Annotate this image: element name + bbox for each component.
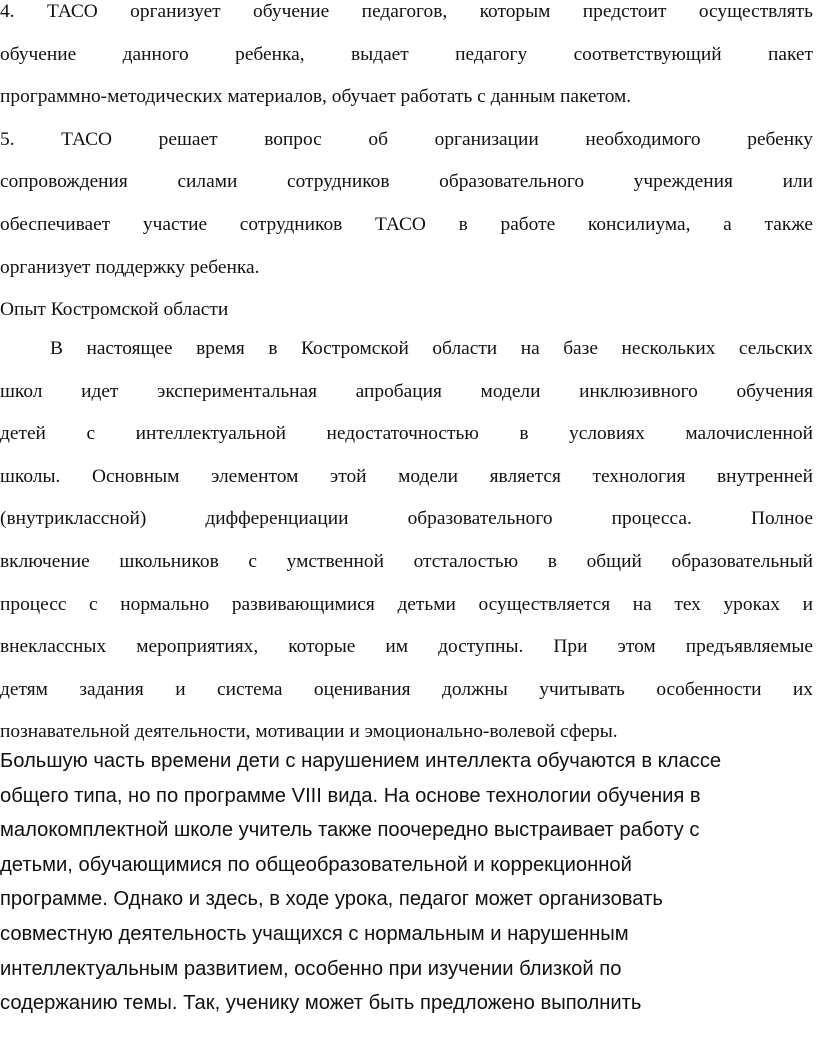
text-line: процесс с нормально развивающимися детьми осуществляется на тех уроках и [0,593,813,615]
text-line: детей с интеллектуальной недостаточностью в условиях малочисленной [0,423,813,445]
text-line: интеллектуальным развитием, особенно при изучении близкой по [0,957,622,980]
list-section [0,0,813,332]
text-line: обучение данного ребенка, выдает педагогу соответствующий пакет [0,43,813,65]
text-line: общего типа, но по программе VIII вида. На основе технологии обучения в [0,784,701,807]
section-heading: Опыт Костромской области [0,299,229,321]
text-line: обеспечивает участие сотрудников ТАСО в работе консилиума, а также [0,213,813,235]
text-line: В настоящее время в Костромской области на базе нескольких сельских [50,338,813,359]
text-line: включение школьников с умственной отсталостью в общий образовательный [0,550,813,572]
text-line: познавательной деятельности, мотивации и эмоционально-волевой сферы. [0,721,618,743]
text-line: детям задания и система оценивания должны учитывать особенности их [0,678,813,700]
text-line: детьми, обучающимися по общеобразовательной и коррекционной [0,853,632,876]
text-line: 4. ТАСО организует обучение педагогов, которым предстоит осуществлять [0,1,813,22]
text-line: школы. Основным элементом этой модели является технология внутренней [0,465,813,487]
sans-paragraph [0,744,800,1021]
text-line: (внутриклассной) дифференциации образовательного процесса. Полное [0,508,813,530]
text-line: совместную деятельность учащихся с нормальным и нарушенным [0,922,629,945]
text-line: организует поддержку ребенка. [0,256,260,278]
text-line: внеклассных мероприятиях, которые им доступны. При этом предъявляемые [0,636,813,658]
text-line: 5. ТАСО решает вопрос об организации необходимого ребенку [0,128,813,150]
text-line: содержанию темы. Так, ученику может быть предложено выполнить [0,992,642,1015]
text-line: малокомплектной школе учитель также поочередно выстраивает работу с [0,819,700,842]
text-line: программе. Однако и здесь, в ходе урока, педагог может организовать [0,888,663,911]
text-line: сопровождения силами сотрудников образовательного учреждения или [0,171,813,193]
kostroma-paragraph [0,328,813,754]
text-line: школ идет экспериментальная апробация модели инклюзивного обучения [0,380,813,402]
text-line: программно-методических материалов, обучает работать с данным пакетом. [0,86,632,108]
text-line: Большую часть времени дети с нарушением интеллекта обучаются в классе [0,750,722,772]
